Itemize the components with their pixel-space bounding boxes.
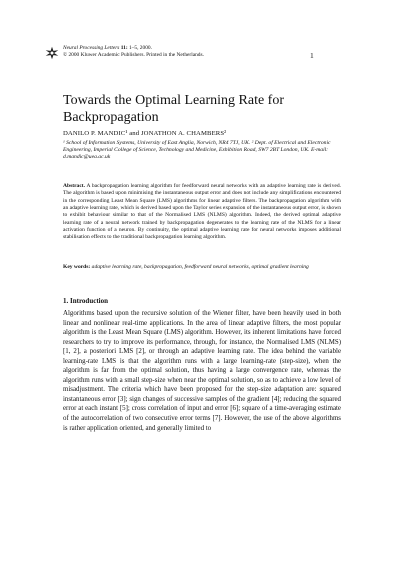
author-list: DANILO P. MANDIC¹ and JONATHON A. CHAMBERS² bbox=[63, 130, 227, 137]
kluwer-logo-icon bbox=[45, 46, 59, 60]
paper-title: Towards the Optimal Learning Rate for Backpropagation bbox=[63, 93, 285, 125]
section-heading-introduction: 1. Introduction bbox=[63, 297, 108, 305]
journal-header bbox=[63, 45, 323, 59]
keywords bbox=[63, 264, 341, 271]
abstract-text: A backpropagation learning algorithm for feedforward neural networks with an adaptive learning rate is derived. The algorithm is based upon minimising the instantaneous output error and does not include any simplifications encountered in the corresponding Least Mean Square (LMS) algorithms for linear adaptive filters. The backpropagation algorithm with an adaptive learning rate, which is derived based upon the Taylor series expansion of the instantaneous output error, is shown to exhibit behaviour similar to that of the Normalised LMS (NLMS) algorithm. Indeed, the derived optimal adaptive learning rate of a neural network trained by backpropagation degenerates to the learning rate of the NLMS for a linear activation function of a neuron. By continuity, the optimal adaptive learning rate for neural networks imposes additional stabilisation effects to the traditional backpropagation learning algorithm. bbox=[63, 183, 341, 241]
keywords-text: adaptive learning rate, backpropagation, feedforward neural networks, optimal gradient learning bbox=[91, 264, 309, 270]
page-number: 1 bbox=[310, 51, 314, 60]
keywords-label: Key words: bbox=[63, 264, 91, 270]
journal-citation bbox=[63, 45, 323, 52]
abstract-label: Abstract. bbox=[63, 183, 86, 189]
introduction-body: Algorithms based upon the recursive solution of the Wiener filter, have been heavily used in both linear and nonlinear real-time applications. In the area of linear adaptive filters, the most popular algorithm is the Least Mean Square (LMS) algorithm. However, its inherent limitations have forced researchers to try to improve its performance, through, for instance, the Normalised LMS (NLMS) [1, 2], a posteriori LMS [2], or through an adaptive learning rate. The idea behind the variable learning-rate LMS is that the algorithm runs with a large learning-rate (step-size), when the algorithm is far from the optimal solution, thus having a large convergence rate, whereas the algorithm runs with a small step-size when near the optimal solution, so as to achieve a low level of misadjustment. The criteria which have been proposed for the step-size adaptation are: squared instantaneous error [3]; sign changes of successive samples of the gradient [4]; reducing the squared error at each instant [5]; cross correlation of input and error [6]; square of a time-averaging estimate of the autocorrelation of two consecutive error terms [7]. However, the use of the above algorithms is rather application oriented, and generally limited to bbox=[63, 310, 341, 432]
abstract bbox=[63, 183, 341, 242]
copyright-line: © 2000 Kluwer Academic Publishers. Printed in the Netherlands. bbox=[63, 52, 204, 58]
journal-name: Neural Processing Letters bbox=[63, 45, 120, 51]
journal-pages: 1–5, 2000. bbox=[129, 45, 152, 51]
author-affiliations: ¹ School of Information Systems, University of East Anglia, Norwich, NR4 7TJ, UK. ² Dept. of Electrical and Electronic Engineering, Imperial College of Science, Technology and Medicine, Exhibition Road, SW7 2BT London, UK. E-mail: d.mandic@uea.ac.uk bbox=[63, 140, 331, 160]
journal-volume: 11: bbox=[120, 45, 128, 51]
